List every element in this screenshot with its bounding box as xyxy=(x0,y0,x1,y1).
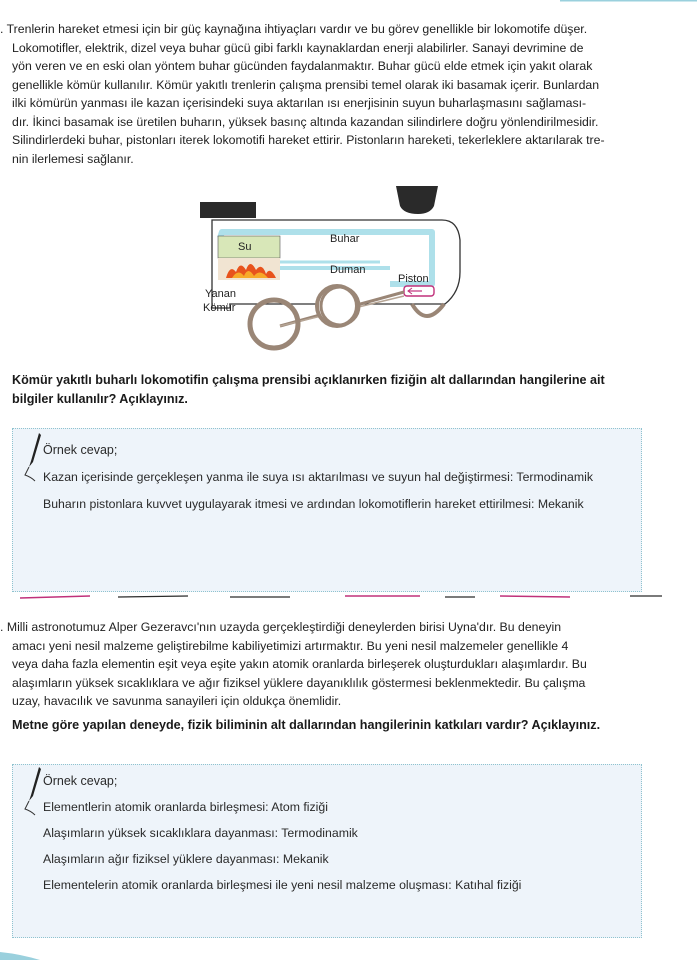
answer-label: Örnek cevap; xyxy=(43,774,118,788)
paragraph-line: alaşımların yüksek sıcaklıklara ve ağır fiziksel yüklere dayanıklılık göstermesi beklenmektedir. Bu çalışma xyxy=(12,675,586,690)
wheel xyxy=(412,304,444,316)
paragraph-line: Lokomotifler, elektrik, dizel veya buhar gücü gibi farklı kaynaklardan enerji alabilirler. Sanayi devrimine de xyxy=(12,40,584,55)
answer-line: Elementlerin atomik oranlarda birleşmesi: Atom fiziği xyxy=(43,800,328,814)
question-line: Metne göre yapılan deneyde, fizik biliminin alt dallarından hangilerinin katkıları vardır? Açıklayınız. xyxy=(12,718,601,732)
paragraph-line: . Milli astronotumuz Alper Gezeravcı'nın uzayda gerçekleştirdiği deneylerden birisi Uyna'dır. Bu deneyin xyxy=(0,620,562,634)
steam-locomotive-diagram xyxy=(190,180,470,355)
paragraph-astronaut xyxy=(0,618,690,711)
question-line: bilgiler kullanılır? Açıklayınız. xyxy=(12,391,188,406)
paragraph-line: yön veren ve en eski olan yöntem buhar gücünden faydalanmaktır. Buhar gücü elde etmek için yakıt olarak xyxy=(12,59,593,73)
paragraph-line: genellikle kömür kullanılır. Kömür yakıtlı trenlerin çalışma prensibi temel olarak iki basamak içerir. Bunlardan xyxy=(12,77,600,92)
answer-box-1 xyxy=(12,428,642,592)
top-accent-line xyxy=(0,0,697,14)
paragraph-line: . Trenlerin hareket etmesi için bir güç kaynağına ihtiyaçları vardır ve bu görev genellikle bir lokomotife düşer. xyxy=(0,22,588,36)
paragraph-line: ilki kömürün yanması ile kazan içerisindeki suya aktarılan ısı enerjisinin suyun buharlaşmasını sağlaması- xyxy=(12,96,587,110)
label-burning-coal-2: Kömür xyxy=(203,302,236,314)
paragraph-line: veya daha fazla elementin eşit veya eşite yakın atomik oranlarda birleşerek oluşturdukları alaşımlardır. Bu xyxy=(12,657,587,671)
label-burning-coal-1: Yanan xyxy=(205,288,236,300)
bottom-accent xyxy=(0,948,697,960)
question-2 xyxy=(12,716,682,735)
answer-line: Buharın pistonlara kuvvet uygulayarak itmesi ve ardından lokomotiflerin hareket ettirilmesi: Mekanik xyxy=(43,497,584,511)
paragraph-line: uzay, havacılık ve savunma sanayileri için oldukça önemlidir. xyxy=(12,694,342,708)
pen-icon xyxy=(17,765,43,819)
paragraph-locomotive xyxy=(0,20,690,168)
answer-label: Örnek cevap; xyxy=(43,443,118,457)
separator-dashes xyxy=(0,590,697,604)
cab-roof-block xyxy=(200,202,256,218)
paragraph-line: amacı yeni nesil malzeme geliştirebilme kabiliyetimizi artırmaktır. Bu yeni nesil malzemeler genellikle 4 xyxy=(12,638,569,653)
label-steam: Buhar xyxy=(330,233,360,245)
paragraph-line: dır. İkinci basamak ise üretilen buharın, yüksek basınç altında kazandan silindirlere doğru yönlendirilmesidir. xyxy=(12,114,599,129)
paragraph-line: nin ilerlemesi sağlanır. xyxy=(12,151,134,166)
chimney xyxy=(396,186,438,214)
answer-line: Kazan içerisinde gerçekleşen yanma ile suya ısı aktarılması ve suyun hal değiştirmesi: Termodinamik xyxy=(43,470,593,484)
paragraph-line: Silindirlerdeki buhar, pistonları iterek lokomotifi hareket ettirir. Pistonların hareketi, tekerleklere aktarılarak tre- xyxy=(12,133,605,147)
label-water: Su xyxy=(238,241,252,253)
answer-line: Alaşımların yüksek sıcaklıklara dayanması: Termodinamik xyxy=(43,826,358,840)
pen-icon xyxy=(17,431,43,485)
answer-line: Alaşımların ağır fiziksel yüklere dayanması: Mekanik xyxy=(43,852,329,866)
question-line: Kömür yakıtlı buharlı lokomotifin çalışma prensibi açıklanırken fiziğin alt dallarından hangilerine ait xyxy=(12,373,605,387)
answer-box-2 xyxy=(12,764,642,938)
question-1 xyxy=(12,371,682,408)
answer-line: Elementelerin atomik oranlarda birleşmesi ile yeni nesil malzeme oluşması: Katıhal fiziği xyxy=(43,878,522,892)
label-smoke: Duman xyxy=(330,264,366,276)
label-piston: Piston xyxy=(398,273,429,285)
